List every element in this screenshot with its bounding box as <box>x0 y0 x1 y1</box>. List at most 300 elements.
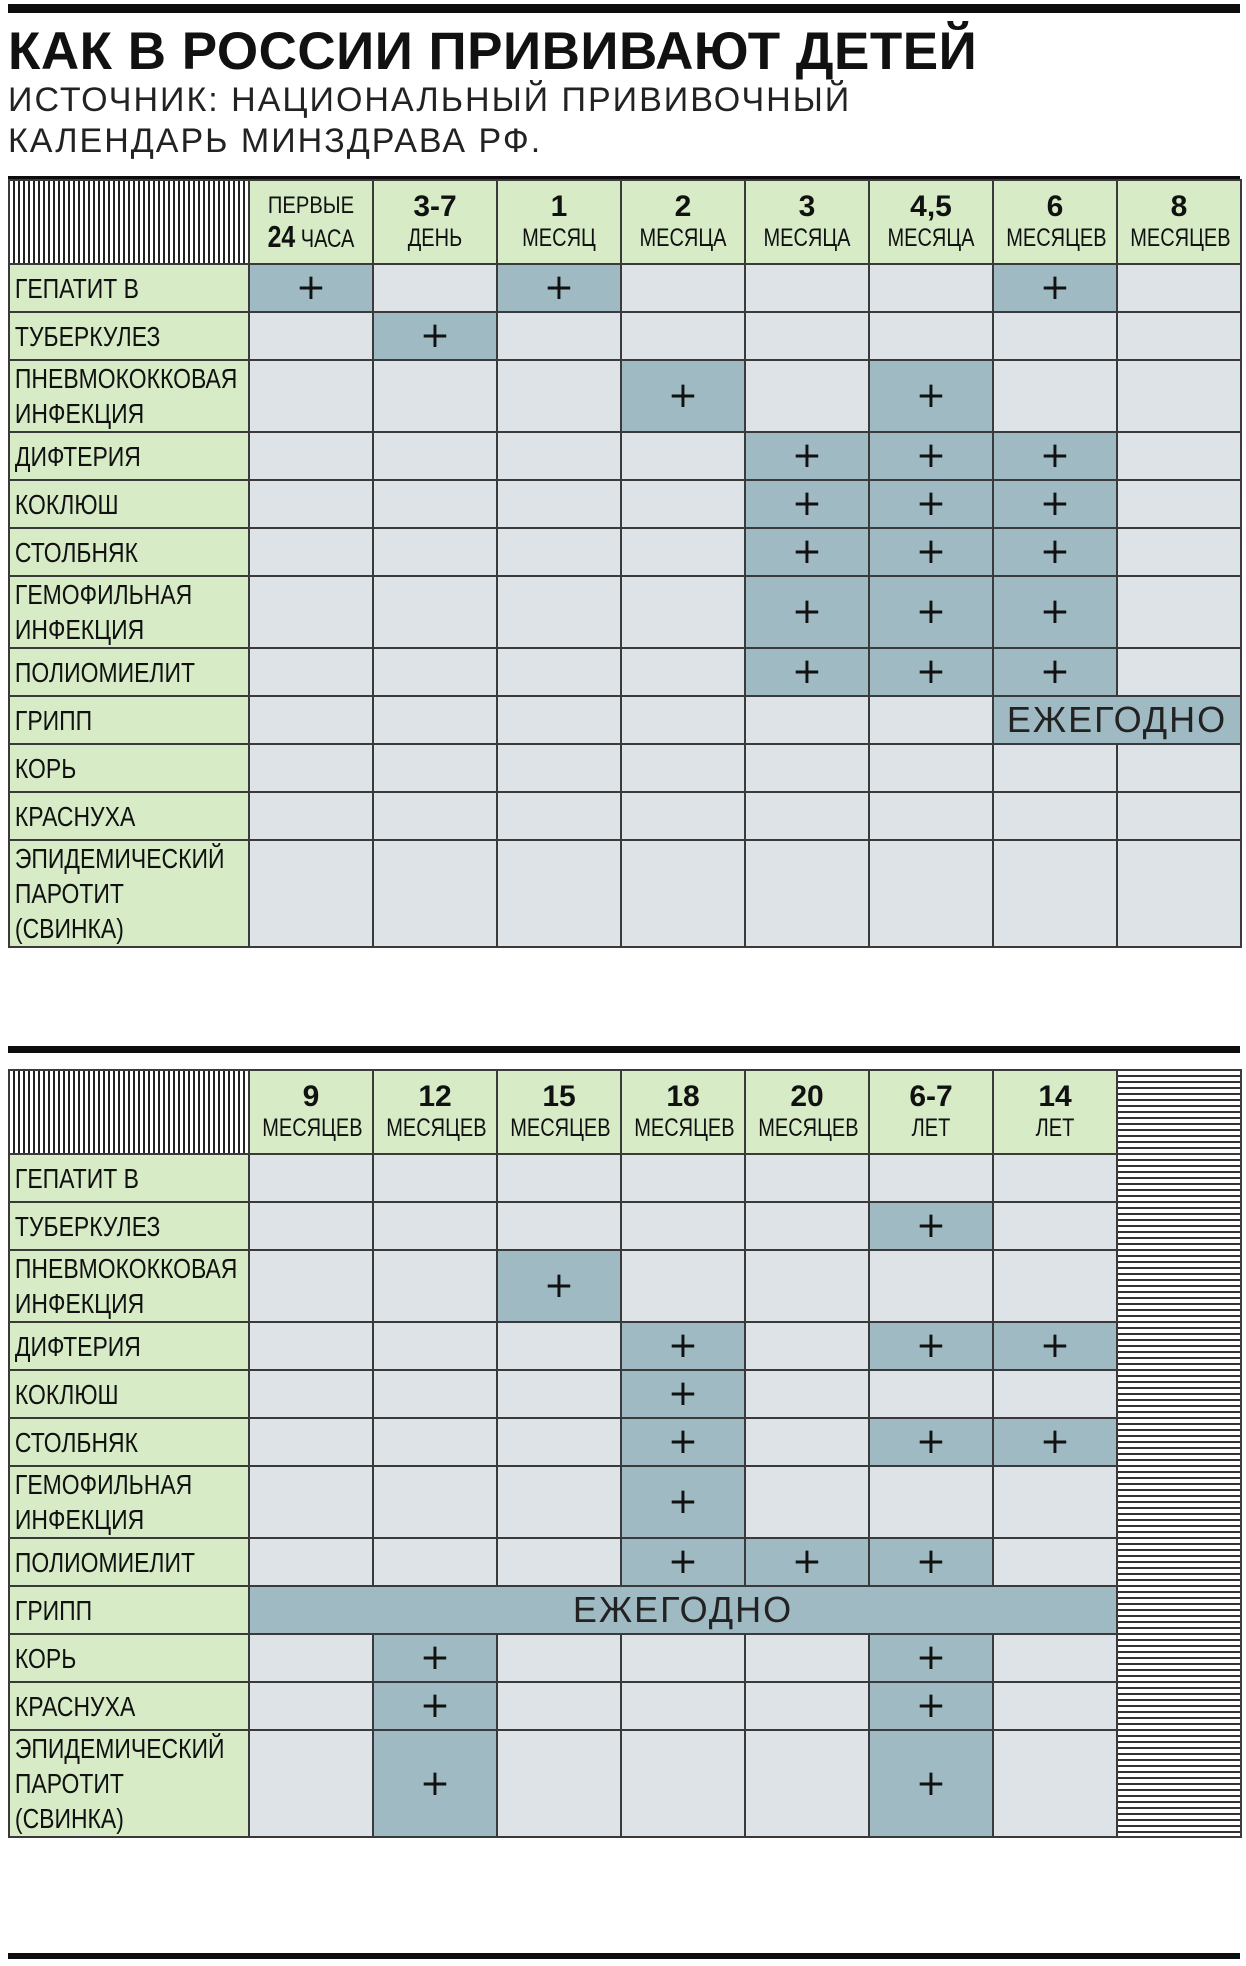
vaccination-cell-marked <box>869 648 993 696</box>
column-header-8-months <box>1117 180 1241 264</box>
column-header-unit: МЕСЯЦА <box>887 224 975 252</box>
plus-mark: + <box>791 651 823 692</box>
vaccination-cell-empty <box>249 792 373 840</box>
vaccination-cell-empty <box>869 1250 993 1322</box>
vaccination-cell-empty <box>745 1370 869 1418</box>
header-corner <box>9 180 249 264</box>
vaccine-row <box>9 1586 1241 1634</box>
vaccination-cell-marked <box>745 648 869 696</box>
vaccination-cell-empty <box>745 1322 869 1370</box>
vaccination-cell-empty <box>993 312 1117 360</box>
column-header-unit: ЛЕТ <box>911 1114 951 1142</box>
vaccination-cell-empty <box>621 840 745 947</box>
plus-mark: + <box>915 1541 947 1582</box>
vaccination-cell-empty <box>745 1682 869 1730</box>
column-header-top: 3-7 <box>413 190 457 223</box>
vaccination-cell-empty <box>249 1634 373 1682</box>
vaccination-cell-empty <box>621 1634 745 1682</box>
column-header-top: 3 <box>798 190 816 223</box>
vaccination-cell-empty <box>621 312 745 360</box>
plus-mark: + <box>791 483 823 524</box>
plus-mark: + <box>667 375 699 416</box>
vaccine-name: ДИФТЕРИЯ <box>14 440 141 472</box>
vaccine-name: КРАСНУХА <box>14 1690 136 1722</box>
vaccine-row <box>9 528 1241 576</box>
vaccination-cell-marked <box>621 1370 745 1418</box>
vaccination-cell-empty <box>373 528 497 576</box>
column-header-unit: МЕСЯЦЕВ <box>1006 224 1107 252</box>
vaccination-cell-empty <box>497 1634 621 1682</box>
vaccine-name: ГЕМОФИЛЬНАЯ ИНФЕКЦИЯ <box>14 579 193 645</box>
vaccination-cell-empty <box>497 1322 621 1370</box>
vaccine-name: ГЕПАТИТ В <box>14 1162 139 1194</box>
vaccination-cell-marked <box>621 1322 745 1370</box>
vaccination-cell-empty <box>373 1322 497 1370</box>
row-header <box>9 360 249 432</box>
column-header-unit: МЕСЯЦЕВ <box>634 1114 735 1142</box>
vaccination-cell-marked <box>869 1634 993 1682</box>
vaccine-row <box>9 1370 1241 1418</box>
vaccination-cell-empty <box>745 1418 869 1466</box>
vaccination-cell-empty <box>869 312 993 360</box>
vaccination-cell-empty <box>1117 360 1241 432</box>
vaccination-cell-empty <box>373 480 497 528</box>
plus-mark: + <box>915 1325 947 1366</box>
vaccination-cell-marked <box>993 648 1117 696</box>
vaccination-cell-empty <box>1117 792 1241 840</box>
vaccination-cell-empty <box>249 1418 373 1466</box>
vaccination-cell-empty <box>993 792 1117 840</box>
row-header <box>9 1202 249 1250</box>
vaccination-cell-empty <box>869 1370 993 1418</box>
vaccination-cell-empty <box>745 312 869 360</box>
column-header-top: 12 <box>418 1080 452 1113</box>
vaccination-cell-empty <box>373 696 497 744</box>
vaccination-cell-empty <box>621 528 745 576</box>
vaccination-cell-empty <box>1117 432 1241 480</box>
vaccination-cell-empty <box>621 696 745 744</box>
plus-mark: + <box>791 435 823 476</box>
column-header-unit: ЛЕТ <box>1035 1114 1075 1142</box>
vaccination-cell-empty <box>373 360 497 432</box>
vaccination-cell-empty <box>249 1682 373 1730</box>
column-header-18-months <box>621 1070 745 1154</box>
vaccination-cell-empty <box>497 576 621 648</box>
vaccination-cell-empty <box>1117 840 1241 947</box>
vaccination-cell-empty <box>745 1250 869 1322</box>
column-header-3-months <box>745 180 869 264</box>
column-header-top: 6-7 <box>909 1080 953 1113</box>
page-title: КАК В РОССИИ ПРИВИВАЮТ ДЕТЕЙ <box>8 22 978 81</box>
vaccination-cell-empty <box>249 1202 373 1250</box>
source-note: ИСТОЧНИК: НАЦИОНАЛЬНЫЙ ПРИВИВОЧНЫЙ КАЛЕНДАРЬ МИНЗДРАВА РФ. <box>8 81 852 160</box>
vaccination-cell-empty <box>1117 312 1241 360</box>
vaccine-name: ТУБЕРКУЛЕЗ <box>14 1210 161 1242</box>
vaccination-cell-empty <box>1117 480 1241 528</box>
plus-mark: + <box>1039 1325 1071 1366</box>
vaccination-cell-empty <box>497 696 621 744</box>
plus-mark: + <box>1039 531 1071 572</box>
plus-mark: + <box>915 651 947 692</box>
row-header <box>9 1538 249 1586</box>
vaccination-cell-empty <box>249 1370 373 1418</box>
vaccination-cell-empty <box>993 1250 1117 1322</box>
row-header <box>9 312 249 360</box>
vaccination-cell-empty <box>993 1154 1117 1202</box>
plus-mark: + <box>667 1325 699 1366</box>
vaccination-cell-empty <box>993 840 1117 947</box>
vaccination-cell-empty <box>993 1538 1117 1586</box>
vaccination-cell-empty <box>497 1682 621 1730</box>
annual-span-cell <box>993 696 1241 744</box>
column-header-20-months <box>745 1070 869 1154</box>
plus-mark: + <box>915 1637 947 1678</box>
vaccination-cell-empty <box>249 1250 373 1322</box>
vaccine-row <box>9 1418 1241 1466</box>
vaccination-cell-empty <box>869 1154 993 1202</box>
column-header-top: ПЕРВЫЕ <box>267 192 355 219</box>
vaccination-cell-empty <box>993 1682 1117 1730</box>
vaccination-cell-empty <box>993 1730 1117 1837</box>
vaccination-cell-marked <box>869 1418 993 1466</box>
vaccine-row <box>9 1466 1241 1538</box>
row-header <box>9 528 249 576</box>
vaccine-row <box>9 264 1241 312</box>
vaccination-cell-empty <box>373 744 497 792</box>
vaccination-cell-empty <box>621 1250 745 1322</box>
vaccination-cell-empty <box>497 1202 621 1250</box>
vaccination-cell-empty <box>497 840 621 947</box>
vaccine-name: ГРИПП <box>14 1594 93 1626</box>
vaccine-name: КОКЛЮШ <box>14 488 119 520</box>
vaccination-cell-marked <box>869 1538 993 1586</box>
plus-mark: + <box>915 1762 947 1804</box>
row-header <box>9 1370 249 1418</box>
vaccination-cell-marked <box>745 528 869 576</box>
plus-mark: + <box>915 483 947 524</box>
column-header-unit: ДЕНЬ <box>407 224 463 252</box>
vaccine-name: ПНЕВМОКОККОВАЯ ИНФЕКЦИЯ <box>14 363 238 429</box>
vaccination-cell-empty <box>1117 528 1241 576</box>
header-corner <box>9 1070 249 1154</box>
vaccine-row <box>9 840 1241 947</box>
vaccine-row <box>9 1322 1241 1370</box>
vaccination-cell-empty <box>621 648 745 696</box>
column-header-unit: МЕСЯЦА <box>763 224 851 252</box>
vaccine-name: КОРЬ <box>14 1642 77 1674</box>
vaccine-row <box>9 648 1241 696</box>
plus-mark: + <box>419 1762 451 1804</box>
column-header-6-months <box>993 180 1117 264</box>
vaccination-cell-empty <box>373 1466 497 1538</box>
vaccination-cell-empty <box>497 1154 621 1202</box>
vaccine-name: ПОЛИОМИЕЛИТ <box>14 1546 195 1578</box>
vaccination-cell-empty <box>745 1730 869 1837</box>
vaccination-cell-empty <box>869 1466 993 1538</box>
vaccination-cell-marked <box>745 432 869 480</box>
vaccination-cell-empty <box>497 1730 621 1837</box>
vaccination-cell-empty <box>497 360 621 432</box>
vaccination-cell-marked <box>745 480 869 528</box>
vaccination-cell-empty <box>373 432 497 480</box>
vaccination-cell-empty <box>249 528 373 576</box>
vaccination-cell-marked <box>993 264 1117 312</box>
plus-mark: + <box>915 1421 947 1462</box>
vaccine-row <box>9 696 1241 744</box>
vaccination-cell-empty <box>497 528 621 576</box>
vaccination-cell-empty <box>621 432 745 480</box>
column-header-first-24-hours <box>249 180 373 264</box>
vaccination-cell-empty <box>249 312 373 360</box>
vaccination-cell-empty <box>993 1634 1117 1682</box>
vaccine-name: СТОЛБНЯК <box>14 1426 139 1458</box>
vaccination-cell-empty <box>497 480 621 528</box>
vaccination-cell-empty <box>993 1202 1117 1250</box>
vaccination-cell-marked <box>745 576 869 648</box>
vaccine-name: ГРИПП <box>14 704 93 736</box>
vaccination-cell-marked <box>497 1250 621 1322</box>
column-header-top: 8 <box>1170 190 1188 223</box>
row-header <box>9 1418 249 1466</box>
vaccination-cell-marked <box>869 480 993 528</box>
plus-mark: + <box>791 1541 823 1582</box>
vaccination-cell-marked <box>869 432 993 480</box>
vaccination-cell-empty <box>249 360 373 432</box>
row-header <box>9 792 249 840</box>
vaccine-name: СТОЛБНЯК <box>14 536 139 568</box>
column-header-unit: МЕСЯЦА <box>639 224 727 252</box>
plus-mark: + <box>543 267 575 308</box>
vaccination-cell-marked <box>373 1730 497 1837</box>
vaccination-cell-marked <box>869 576 993 648</box>
vaccination-cell-empty <box>993 1466 1117 1538</box>
vaccination-cell-marked <box>993 432 1117 480</box>
row-header <box>9 1634 249 1682</box>
plus-mark: + <box>667 1481 699 1522</box>
vaccine-row <box>9 792 1241 840</box>
schedule-table-infancy <box>8 179 1242 948</box>
vaccination-cell-empty <box>869 744 993 792</box>
vaccination-cell-empty <box>621 480 745 528</box>
annual-label: ЕЖЕГОДНО <box>572 1589 794 1630</box>
vaccination-cell-marked <box>869 360 993 432</box>
vaccination-cell-empty <box>869 264 993 312</box>
row-header <box>9 1466 249 1538</box>
vaccination-cell-empty <box>497 312 621 360</box>
vaccine-name: ЭПИДЕМИЧЕСКИЙ ПАРОТИТ (СВИНКА) <box>14 843 225 944</box>
vaccination-cell-marked <box>373 312 497 360</box>
column-header-top: 14 <box>1038 1080 1072 1113</box>
vaccination-cell-marked <box>993 480 1117 528</box>
plus-mark: + <box>1039 1421 1071 1462</box>
plus-mark: + <box>915 375 947 416</box>
vaccination-cell-empty <box>373 840 497 947</box>
vaccine-name: ПОЛИОМИЕЛИТ <box>14 656 195 688</box>
column-header-top: 15 <box>542 1080 576 1113</box>
row-header <box>9 1682 249 1730</box>
vaccination-cell-empty <box>1117 264 1241 312</box>
vaccination-cell-empty <box>373 1202 497 1250</box>
vaccination-cell-empty <box>497 1370 621 1418</box>
column-header-top: 9 <box>302 1080 320 1113</box>
vaccination-cell-empty <box>249 1466 373 1538</box>
vaccination-cell-marked <box>869 1730 993 1837</box>
row-header <box>9 840 249 947</box>
plus-mark: + <box>419 315 451 356</box>
vaccine-row <box>9 312 1241 360</box>
column-header-unit: МЕСЯЦЕВ <box>1130 224 1231 252</box>
vaccination-cell-empty <box>1117 576 1241 648</box>
vaccination-cell-empty <box>249 1538 373 1586</box>
vaccination-cell-marked <box>869 528 993 576</box>
vaccine-row <box>9 360 1241 432</box>
vaccination-cell-empty <box>249 696 373 744</box>
vaccination-cell-empty <box>745 264 869 312</box>
vaccination-cell-empty <box>249 648 373 696</box>
vaccination-cell-empty <box>373 576 497 648</box>
vaccine-name: ТУБЕРКУЛЕЗ <box>14 320 161 352</box>
plus-mark: + <box>667 1373 699 1414</box>
vaccination-cell-marked <box>869 1202 993 1250</box>
vaccination-cell-marked <box>621 1466 745 1538</box>
vaccination-cell-empty <box>497 1418 621 1466</box>
vaccination-cell-empty <box>621 792 745 840</box>
vaccination-cell-marked <box>745 1538 869 1586</box>
vaccination-cell-empty <box>373 1538 497 1586</box>
plus-mark: + <box>667 1541 699 1582</box>
vaccination-cell-empty <box>249 576 373 648</box>
row-header <box>9 432 249 480</box>
vaccine-name: ГЕПАТИТ В <box>14 272 139 304</box>
plus-mark: + <box>915 1205 947 1246</box>
vaccination-cell-marked <box>869 1682 993 1730</box>
vaccination-cell-empty <box>497 1538 621 1586</box>
column-header-14-years <box>993 1070 1117 1154</box>
schedule-table-childhood <box>8 1069 1242 1838</box>
plus-mark: + <box>915 1685 947 1726</box>
plus-mark: + <box>1039 435 1071 476</box>
vaccination-cell-marked <box>621 360 745 432</box>
plus-mark: + <box>791 591 823 632</box>
row-header <box>9 648 249 696</box>
row-header <box>9 264 249 312</box>
vaccination-cell-marked <box>993 1322 1117 1370</box>
column-header-1-month <box>497 180 621 264</box>
vaccination-cell-empty <box>621 264 745 312</box>
vaccination-cell-empty <box>745 1154 869 1202</box>
vaccination-cell-empty <box>249 432 373 480</box>
row-header <box>9 576 249 648</box>
row-header <box>9 480 249 528</box>
vaccination-cell-empty <box>497 1466 621 1538</box>
vaccination-cell-marked <box>373 1634 497 1682</box>
vaccination-cell-empty <box>745 744 869 792</box>
vaccination-cell-empty <box>497 432 621 480</box>
vaccine-row <box>9 1634 1241 1682</box>
vaccination-cell-empty <box>249 1322 373 1370</box>
vaccination-cell-empty <box>993 1370 1117 1418</box>
vaccination-cell-empty <box>869 840 993 947</box>
vaccine-row <box>9 1682 1241 1730</box>
vaccine-row <box>9 1250 1241 1322</box>
vaccination-cell-empty <box>621 1154 745 1202</box>
row-header <box>9 1730 249 1837</box>
vaccination-cell-empty <box>745 840 869 947</box>
plus-mark: + <box>915 435 947 476</box>
plus-mark: + <box>295 267 327 308</box>
vaccination-cell-empty <box>373 1370 497 1418</box>
plus-mark: + <box>1039 591 1071 632</box>
plus-mark: + <box>791 531 823 572</box>
vaccination-cell-empty <box>621 744 745 792</box>
column-header-unit: ЧАСА <box>300 225 355 253</box>
column-header-unit: МЕСЯЦЕВ <box>510 1114 611 1142</box>
vaccination-cell-marked <box>249 264 373 312</box>
vaccination-cell-empty <box>621 576 745 648</box>
unused-column-hatch <box>1117 1070 1241 1154</box>
column-header-top: 6 <box>1046 190 1064 223</box>
vaccination-cell-empty <box>497 744 621 792</box>
vaccination-cell-marked <box>373 1682 497 1730</box>
vaccination-cell-empty <box>1117 648 1241 696</box>
table-bottom-rule <box>8 1953 1240 1959</box>
column-header-day-3-7 <box>373 180 497 264</box>
vaccination-cell-empty <box>249 744 373 792</box>
column-header-unit: МЕСЯЦЕВ <box>262 1114 363 1142</box>
vaccination-cell-marked <box>497 264 621 312</box>
vaccination-cell-empty <box>621 1730 745 1837</box>
plus-mark: + <box>1039 651 1071 692</box>
row-header <box>9 1586 249 1634</box>
annual-label: ЕЖЕГОДНО <box>1006 699 1228 740</box>
column-header-top: 2 <box>674 190 692 223</box>
table-separator-rule <box>8 1046 1240 1053</box>
vaccination-cell-empty <box>249 1154 373 1202</box>
column-header-unit: МЕСЯЦЕВ <box>386 1114 487 1142</box>
column-header-9-months <box>249 1070 373 1154</box>
title-top-rule <box>8 4 1240 13</box>
plus-mark: + <box>419 1685 451 1726</box>
plus-mark: + <box>915 531 947 572</box>
vaccination-cell-marked <box>621 1538 745 1586</box>
vaccine-row <box>9 1730 1241 1837</box>
vaccination-cell-empty <box>373 264 497 312</box>
column-header-top: 4,5 <box>910 190 952 223</box>
plus-mark: + <box>915 591 947 632</box>
vaccination-cell-empty <box>745 1634 869 1682</box>
row-header <box>9 696 249 744</box>
vaccination-cell-marked <box>869 1322 993 1370</box>
column-header-2-months <box>621 180 745 264</box>
column-header-unit: МЕСЯЦЕВ <box>758 1114 859 1142</box>
column-header-top: 18 <box>666 1080 700 1113</box>
column-header-unit: МЕСЯЦ <box>522 224 596 252</box>
vaccination-cell-empty <box>745 360 869 432</box>
vaccine-name: ЭПИДЕМИЧЕСКИЙ ПАРОТИТ (СВИНКА) <box>14 1733 225 1834</box>
vaccination-cell-empty <box>745 696 869 744</box>
row-header <box>9 1154 249 1202</box>
plus-mark: + <box>667 1421 699 1462</box>
vaccination-cell-empty <box>249 840 373 947</box>
vaccination-cell-empty <box>249 1730 373 1837</box>
annual-span-cell <box>249 1586 1117 1634</box>
vaccine-name: ГЕМОФИЛЬНАЯ ИНФЕКЦИЯ <box>14 1469 193 1535</box>
vaccine-row <box>9 1154 1241 1202</box>
vaccination-cell-empty <box>373 1250 497 1322</box>
vaccine-name: ДИФТЕРИЯ <box>14 1330 141 1362</box>
vaccine-row <box>9 1202 1241 1250</box>
vaccination-cell-marked <box>993 576 1117 648</box>
